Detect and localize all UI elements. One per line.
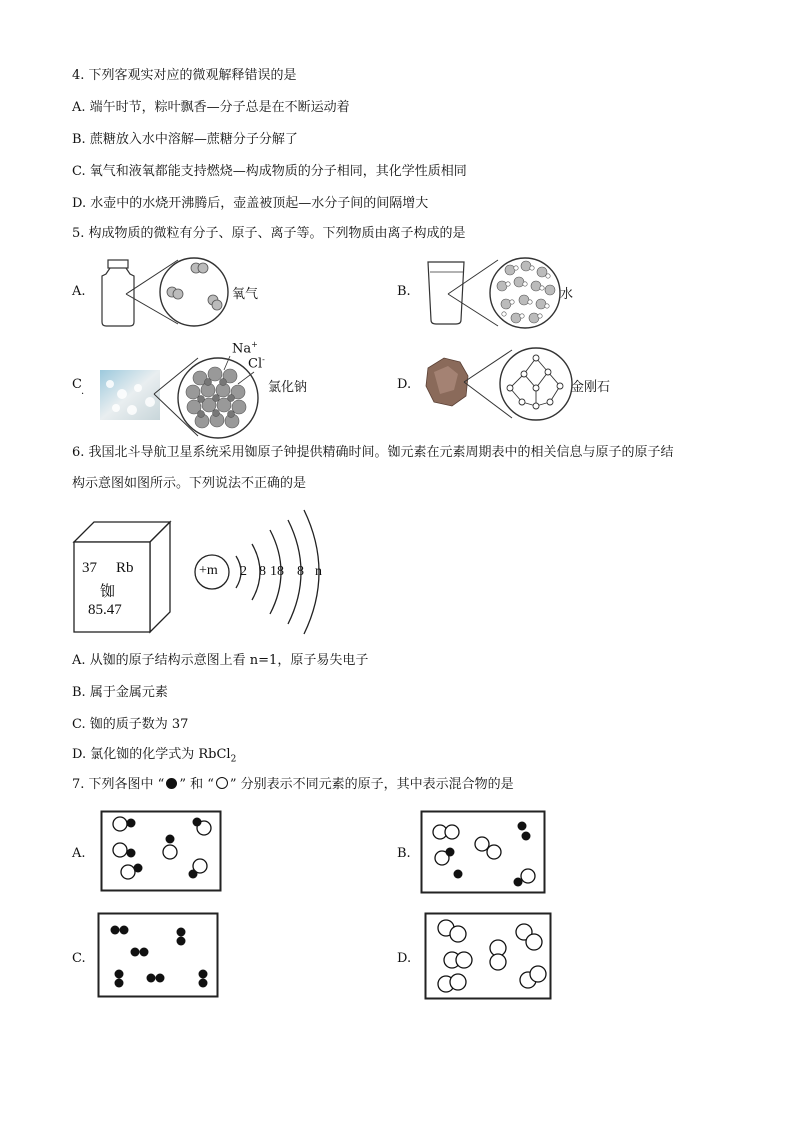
q5-diamond-figure xyxy=(424,346,574,422)
q6-option-d-subscript: 2 xyxy=(230,754,237,765)
q6-shell-1: 2 xyxy=(240,564,247,579)
q7-option-d-letter: D. xyxy=(397,951,412,966)
q4-option-a: A. 端午时节，粽叶飘香—分子总是在不断运动着 xyxy=(72,100,350,115)
q7-stem-mid: ” 和 “ xyxy=(179,777,214,792)
white-atom-icon xyxy=(216,777,228,789)
q6-option-c: C. 铷的质子数为 37 xyxy=(72,717,189,732)
q5-cl-charge: - xyxy=(262,355,265,364)
q7-option-b-letter: B. xyxy=(397,846,411,861)
q7-stem-suffix: ” 分别表示不同元素的原子，其中表示混合物的是 xyxy=(229,777,514,792)
q5-stem: 5. 构成物质的微粒有分子、原子、离子等。下列物质由离子构成的是 xyxy=(72,226,466,241)
q7-stem-prefix: 7. 下列各图中 “ xyxy=(72,777,165,792)
q7-option-c-box xyxy=(97,912,219,998)
q7-stem xyxy=(72,776,514,794)
q5-option-c-dot: . xyxy=(81,386,85,397)
q5-na-label xyxy=(232,340,258,356)
q7-option-c-letter: C. xyxy=(72,951,86,966)
q6-option-a: A. 从铷的原子结构示意图上看 n=1，原子易失电子 xyxy=(72,653,369,668)
q5-option-a-letter: A. xyxy=(72,284,86,299)
q5-cl-label xyxy=(248,355,265,371)
q5-oxygen-figure xyxy=(96,258,236,330)
q6-cell-mass: 85.47 xyxy=(88,602,122,618)
q6-shell-5: n xyxy=(315,564,322,579)
q5-option-c-label: 氯化钠 xyxy=(268,380,308,395)
q5-option-d-letter: D. xyxy=(397,377,412,392)
q6-cell-atomic-number: 37 xyxy=(82,560,97,576)
q7-option-d-box xyxy=(424,912,552,1000)
q5-na-symbol: Na xyxy=(232,341,252,357)
q5-option-b-letter: B. xyxy=(397,284,411,299)
q6-cell-name: 铷 xyxy=(100,584,116,600)
q6-shell-4: 8 xyxy=(297,564,304,579)
q6-stem-line1: 6. 我国北斗导航卫星系统采用铷原子钟提供精确时间。铷元素在元素周期表中的相关信息与原子的原子结 xyxy=(72,445,674,460)
q6-stem-line2: 构示意图如图所示。下列说法不正确的是 xyxy=(72,476,307,491)
q5-option-c-letter: C xyxy=(72,377,82,392)
q5-option-d-label: 金刚石 xyxy=(571,380,611,395)
q5-water-figure xyxy=(424,256,564,330)
q6-shell-2: 8 xyxy=(259,564,266,579)
q6-nucleus-charge: +m xyxy=(199,563,218,578)
q6-shell-3: 18 xyxy=(270,564,284,579)
black-atom-icon xyxy=(166,778,177,789)
q7-option-a-letter: A. xyxy=(72,846,86,861)
q7-option-a-box xyxy=(100,810,222,892)
q5-option-b-label: 水 xyxy=(560,287,574,302)
q6-option-b: B. 属于金属元素 xyxy=(72,685,168,700)
q4-option-b: B. 蔗糖放入水中溶解—蔗糖分子分解了 xyxy=(72,132,298,147)
q5-option-a-label: 氧气 xyxy=(232,287,259,302)
q5-cl-symbol: Cl xyxy=(248,356,263,372)
q7-option-b-box xyxy=(420,810,546,894)
q5-na-charge: + xyxy=(251,340,258,349)
q6-option-d xyxy=(72,746,236,769)
q6-cell-symbol: Rb xyxy=(116,560,134,576)
q4-option-d: D. 水壶中的水烧开沸腾后，壶盖被顶起—水分子间的间隔增大 xyxy=(72,196,429,211)
q4-option-c: C. 氧气和液氧都能支持燃烧—构成物质的分子相同，其化学性质相同 xyxy=(72,164,467,179)
q5-salt-figure xyxy=(98,344,258,444)
q6-periodic-cell-box xyxy=(72,520,172,634)
q6-option-d-text: D. 氯化铷的化学式为 RbCl xyxy=(72,747,231,762)
q4-stem: 4. 下列客观实对应的微观解释错误的是 xyxy=(72,68,297,83)
